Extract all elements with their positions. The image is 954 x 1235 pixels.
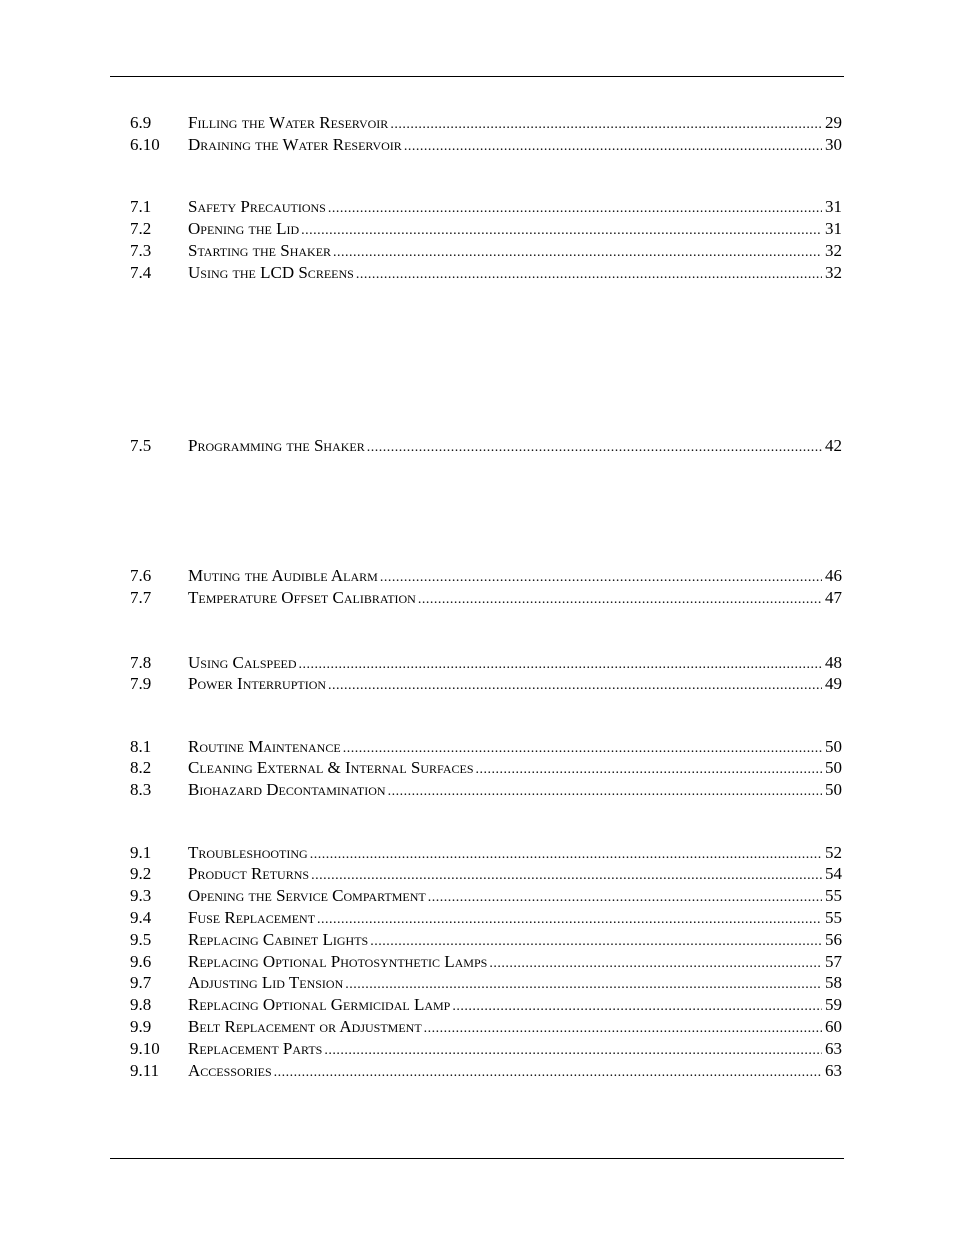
- toc-entry-number: 9.3: [130, 886, 152, 905]
- toc-entry-number: 7.1: [130, 197, 152, 216]
- toc-entry-title: Troubleshooting: [188, 843, 308, 862]
- toc-entry-title: Cleaning External & Internal Surfaces: [188, 758, 474, 777]
- dot-leader: [328, 199, 822, 219]
- toc-entry[interactable]: [130, 843, 842, 863]
- toc-entry-title: Product Returns: [188, 864, 310, 883]
- toc-entry-number: 9.4: [130, 908, 152, 927]
- toc-entry-number: 7.2: [130, 219, 152, 238]
- dot-leader: [317, 910, 822, 930]
- toc-entry-page: 47: [825, 588, 842, 607]
- toc-entry-page: 31: [825, 197, 842, 216]
- toc-entry[interactable]: [130, 737, 842, 757]
- toc-entry-page: 55: [825, 908, 842, 927]
- toc-entry[interactable]: [130, 1061, 842, 1081]
- toc-entry-number: 9.9: [130, 1017, 152, 1036]
- toc-entry-title: Adjusting Lid Tension: [188, 973, 344, 992]
- dot-leader: [404, 137, 822, 157]
- toc-entry-title: Fuse Replacement: [188, 908, 316, 927]
- toc-entry[interactable]: [130, 588, 842, 608]
- toc-entry-title: Filling the Water Reservoir: [188, 113, 389, 132]
- toc-entry-page: 63: [825, 1039, 842, 1058]
- toc-entry-title: Opening the Service Compartment: [188, 886, 426, 905]
- toc-entry-page: 59: [825, 995, 842, 1014]
- dot-leader: [367, 438, 822, 458]
- toc-entry[interactable]: [130, 219, 842, 239]
- toc-entry[interactable]: [130, 780, 842, 800]
- dot-leader: [370, 932, 822, 952]
- toc-entry-page: 58: [825, 973, 842, 992]
- toc-entry[interactable]: [130, 886, 842, 906]
- toc-entry-title: Belt Replacement or Adjustment: [188, 1017, 422, 1036]
- toc-entry-number: 7.7: [130, 588, 152, 607]
- toc-entry-title: Replacing Optional Photosynthetic Lamps: [188, 952, 488, 971]
- dot-leader: [390, 115, 822, 135]
- toc-entry-title: Temperature Offset Calibration: [188, 588, 416, 607]
- toc-entry-number: 7.4: [130, 263, 152, 282]
- toc-entry-page: 29: [825, 113, 842, 132]
- dot-leader: [418, 590, 822, 610]
- dot-leader: [328, 676, 822, 696]
- toc-entry-number: 9.2: [130, 864, 152, 883]
- dot-leader: [299, 655, 822, 675]
- toc-entry-title: Replacement Parts: [188, 1039, 323, 1058]
- toc-entry[interactable]: [130, 113, 842, 133]
- dot-leader: [345, 975, 822, 995]
- toc-entry[interactable]: [130, 674, 842, 694]
- toc-entry-number: 7.6: [130, 566, 152, 585]
- toc-entry-number: 7.3: [130, 241, 152, 260]
- toc-entry-number: 9.5: [130, 930, 152, 949]
- toc-entry-number: 6.9: [130, 113, 152, 132]
- toc-entry-number: 8.3: [130, 780, 152, 799]
- toc-entry-page: 50: [825, 737, 842, 756]
- toc-entry[interactable]: [130, 135, 842, 155]
- dot-leader: [452, 997, 822, 1017]
- header-rule: [110, 76, 844, 77]
- toc-entry-number: 7.5: [130, 436, 152, 455]
- toc-entry[interactable]: [130, 864, 842, 884]
- toc-entry-title: Muting the Audible Alarm: [188, 566, 378, 585]
- toc-entry-page: 49: [825, 674, 842, 693]
- dot-leader: [388, 782, 822, 802]
- toc-entry-number: 8.1: [130, 737, 152, 756]
- toc-entry-number: 9.7: [130, 973, 152, 992]
- toc-entry[interactable]: [130, 952, 842, 972]
- toc-entry-page: 50: [825, 758, 842, 777]
- dot-leader: [428, 888, 822, 908]
- toc-entry-title: Using Calspeed: [188, 653, 297, 672]
- toc-entry[interactable]: [130, 653, 842, 673]
- toc-entry-number: 9.8: [130, 995, 152, 1014]
- toc-entry-page: 52: [825, 843, 842, 862]
- dot-leader: [324, 1041, 822, 1061]
- toc-entry-title: Opening the Lid: [188, 219, 300, 238]
- toc-entry-title: Accessories: [188, 1061, 272, 1080]
- toc-entry[interactable]: [130, 973, 842, 993]
- toc-entry-title: Biohazard Decontamination: [188, 780, 386, 799]
- toc-entry-page: 60: [825, 1017, 842, 1036]
- toc-entry-page: 32: [825, 241, 842, 260]
- dot-leader: [380, 568, 822, 588]
- toc-entry-page: 56: [825, 930, 842, 949]
- toc-entry[interactable]: [130, 1017, 842, 1037]
- toc-entry[interactable]: [130, 197, 842, 217]
- dot-leader: [274, 1063, 822, 1083]
- toc-entry-number: 9.10: [130, 1039, 160, 1058]
- toc-entry-title: Safety Precautions: [188, 197, 326, 216]
- toc-entry-number: 7.9: [130, 674, 152, 693]
- dot-leader: [356, 265, 822, 285]
- toc-entry[interactable]: [130, 930, 842, 950]
- toc-entry[interactable]: [130, 758, 842, 778]
- toc-entry-page: 57: [825, 952, 842, 971]
- toc-entry[interactable]: [130, 908, 842, 928]
- toc-entry-page: 54: [825, 864, 842, 883]
- toc-entry-number: 8.2: [130, 758, 152, 777]
- toc-entry-number: 9.6: [130, 952, 152, 971]
- toc-entry-title: Draining the Water Reservoir: [188, 135, 402, 154]
- dot-leader: [343, 739, 822, 759]
- dot-leader: [311, 866, 822, 886]
- toc-entry-number: 9.1: [130, 843, 152, 862]
- toc-entry[interactable]: [130, 436, 842, 456]
- dot-leader: [424, 1019, 822, 1039]
- toc-entry-title: Routine Maintenance: [188, 737, 341, 756]
- toc-entry-page: 42: [825, 436, 842, 455]
- toc-entry-title: Replacing Cabinet Lights: [188, 930, 369, 949]
- dot-leader: [301, 221, 822, 241]
- toc-entry-page: 50: [825, 780, 842, 799]
- footer-rule: [110, 1158, 844, 1159]
- toc-entry-page: 31: [825, 219, 842, 238]
- toc-entry-title: Using the LCD Screens: [188, 263, 354, 282]
- dot-leader: [310, 845, 822, 865]
- toc-entry-number: 7.8: [130, 653, 152, 672]
- toc-entry-page: 63: [825, 1061, 842, 1080]
- toc-entry-page: 32: [825, 263, 842, 282]
- toc-entry-title: Programming the Shaker: [188, 436, 365, 455]
- toc-entry-number: 9.11: [130, 1061, 160, 1080]
- toc-entry-title: Power Interruption: [188, 674, 327, 693]
- toc-entry[interactable]: [130, 995, 842, 1015]
- toc-entry[interactable]: [130, 1039, 842, 1059]
- toc-entry-page: 46: [825, 566, 842, 585]
- dot-leader: [489, 954, 822, 974]
- toc-entry-page: 48: [825, 653, 842, 672]
- toc-entry-title: Replacing Optional Germicidal Lamp: [188, 995, 451, 1014]
- toc-entry[interactable]: [130, 263, 842, 283]
- toc-entry-number: 6.10: [130, 135, 160, 154]
- dot-leader: [333, 243, 822, 263]
- dot-leader: [476, 760, 823, 780]
- toc-entry-page: 30: [825, 135, 842, 154]
- toc-entry-title: Starting the Shaker: [188, 241, 332, 260]
- toc-entry-page: 55: [825, 886, 842, 905]
- toc-entry[interactable]: [130, 566, 842, 586]
- toc-entry[interactable]: [130, 241, 842, 261]
